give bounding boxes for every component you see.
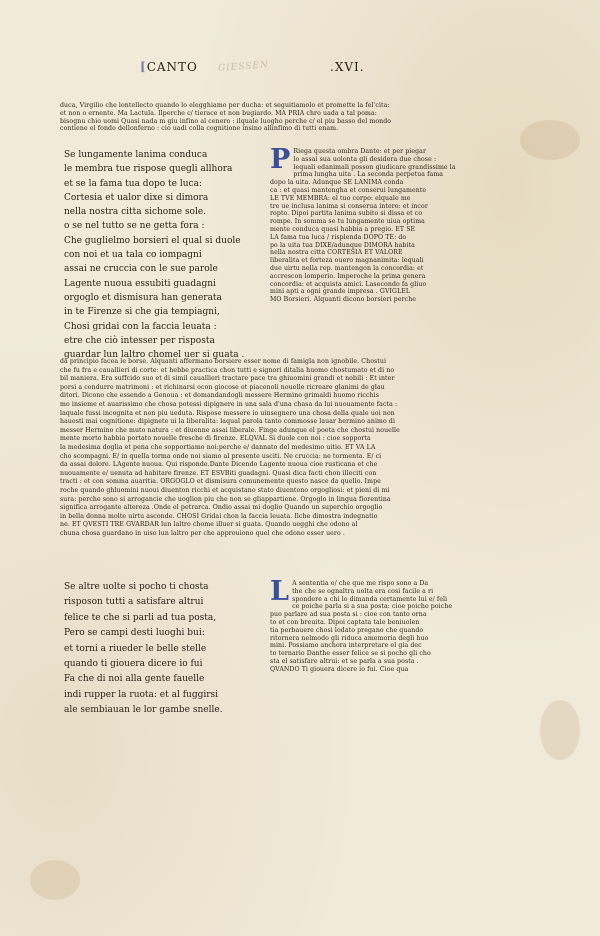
- commentary-line: po la uita tua DIXE/adunque DIMORA habita: [270, 241, 415, 249]
- verse-line: Lagente nuoua essubiti guadagni: [64, 278, 216, 289]
- library-stamp: GIESSEN: [217, 60, 270, 74]
- verse-line: etre che ciò intesser per risposta: [64, 335, 215, 346]
- commentary-line: la medesima doglia et pena che sopportiamo noi:perche e/ dannato del medesimo uitio. ET VA LA: [60, 443, 376, 451]
- commentary-line: ropto. Dipoi partita lanima subito si dissa et co: [270, 210, 423, 218]
- commentary-line: bisognu chio uomi Quasi nada m giu infino al cenero : ilquale luogho perche c/ el piu basso del mondo: [60, 117, 392, 125]
- canto-number: .XVI.: [330, 60, 365, 74]
- verse-line: Se altre uolte si pocho ti chosta: [64, 582, 209, 592]
- commentary-line: A sententia e/ che que me rispo sono a Da: [292, 580, 429, 587]
- commentary-line: the che se ognaltra uolta era cosi facile a ri: [292, 587, 434, 595]
- verse-line: Pero se campi desti luoghi bui:: [64, 628, 205, 639]
- verse-block-1: [64, 148, 274, 362]
- verse-line: assai ne cruccia con le sue parole: [64, 264, 218, 275]
- commentary-line: nuouamente e/ uenuta ad habitare firenze. ET ESVBiti guadagni. Quasi dica facti chon illeciti con: [60, 469, 377, 477]
- commentary-line: mini. Possiamo anchora interpretare el gia dec: [270, 642, 422, 650]
- commentary-line: significa arrogante altereza .Onde el petrarca. Ondio assai mi doglio Quando un superchio orgoglio: [60, 504, 383, 512]
- commentary-line: porsi a condurre matrimoni : et richinarsi ocon giocose et piacenoli nouelle ricreare glanimi de glau: [60, 383, 385, 391]
- commentary-line: mente morto habbia portato nouelle fresche di firenze. ELQVAL Si duole con noi : cioe sopporta: [60, 435, 371, 443]
- commentary-line: roche quando ghluomini nuoui diuenton ricchi et acquistano stato diuentono orgogliosi: et pieni di mi: [60, 486, 390, 494]
- initial-capital: P: [270, 148, 291, 175]
- commentary-line: mo insieme et auarissimo che chosa potessi dipignere in una sala d'una chasa da lui nuouamente facta :: [60, 400, 398, 408]
- canto-heading: [140, 60, 198, 74]
- commentary-line: QVANDO Ti giouera dicere io fui. Cioe qua: [270, 665, 409, 673]
- commentary-line: ca : et quasi mantengha et conserui lungamente: [270, 186, 427, 194]
- commentary-line: accrescon lomperio. Imperoche la prima genera: [270, 272, 426, 280]
- commentary-line: ce poiche parla si a sua posta: cioe poiche poiche: [292, 603, 453, 611]
- verse-line: Fa che di noi alla gente fauelle: [64, 674, 205, 685]
- commentary-line: in bella donna molte uirtu asconde. CHOSI Gridai chon la faccia leuata. Ilche dimostra indegnatio: [60, 512, 378, 520]
- commentary-line: duca, Virgilio che lontellecto quando lo elegghiamo per ducha: et seguitiamolo et promette la fel'cita:: [60, 102, 390, 109]
- commentary-line: puo parlare ad sua posta si : cioe con tanto orna: [270, 611, 427, 619]
- side-commentary-1: [270, 148, 532, 358]
- verse-line: le membra tue rispose quegli allhora: [64, 164, 233, 175]
- commentary-line: rompe. In somma se tu lungamente uiua optima: [270, 218, 425, 226]
- paper-stain: [30, 860, 80, 900]
- commentary-line: hauesti mai cognitione: dipignete ui la liberalita: laqual parola tanto commosse lauar hermino animo di: [60, 418, 396, 426]
- commentary-line: LE TVE MEMBRA: el tuo corpo: elquale me: [270, 194, 411, 202]
- commentary-line: messer Hermino che muto natura : et diuenne assai liberale. Finge adunque el poeta che chostui nouelle: [60, 426, 400, 434]
- full-width-commentary: [60, 358, 530, 538]
- side-commentary-2: [270, 580, 532, 690]
- verse-line: et torni a riueder le belle stelle: [64, 643, 207, 654]
- commentary-line: nella nostra citta CORTESIA ET VALORE: [270, 249, 403, 257]
- rubric-bracket: [: [140, 60, 147, 74]
- commentary-line: dopo la uita. Adunque SE LANIMA conda: [270, 179, 404, 187]
- commentary-line: liberalita et forteza ouero magnanimita: lequali: [270, 257, 424, 265]
- commentary-line: tracti : et con somma auaritia. ORGOGLO et dismisura comunemente questo nasce da quello. Impe: [60, 478, 381, 486]
- verse-line: o se nel tutto se ne getta fora :: [64, 221, 205, 232]
- commentary-line: laquale fussi incognita et non piu ueduta. Rispose messere io uinsegnero una chosa della quale uoi non: [60, 409, 395, 417]
- commentary-line: concordia: et acquista amici. Lasecondo fa gliuo: [270, 280, 427, 288]
- verse-line: con noi et ua tala co iompagni: [64, 250, 202, 261]
- commentary-line: due uirtu nella rep. mantengon la concordia: et: [270, 264, 424, 272]
- verse-line: Se lungamente lanima conduca: [64, 150, 208, 160]
- commentary-line: Riega questa ombra Dante: et per piegar: [293, 148, 427, 155]
- commentary-line: da principio facea le borse. Alquanti affermano borsiere esser nome di famigla non ignobile. Chostui: [60, 358, 387, 365]
- commentary-line: che fu fra e cauallieri di corte: et hebbe practica chon tutti e signori ditalia huomo chostumato et di no: [60, 366, 395, 374]
- commentary-line: contiene el fondo dellonferno : cio uadi colla cognitione insino allinfimo di tutti enam.: [60, 125, 339, 133]
- commentary-line: lo assai sua uolonta gli desidera due chose :: [293, 155, 437, 163]
- page-header: [140, 60, 480, 82]
- commentary-line: MO Borsieri. Alquanti dicono borsieri perche: [270, 296, 417, 304]
- verse-line: felice te che si parli ad tua posta,: [64, 612, 217, 623]
- commentary-line: spondere a chi lo dimanda certamente lui e/ feli: [292, 595, 448, 603]
- commentary-line: sta el satisfare altrui: et se parla a sua posta .: [270, 657, 419, 665]
- verse-line: Cortesia et ualor dixe si dimora: [64, 192, 209, 203]
- commentary-line: ne. ET QVESTI TRE GVARDAR lun laltro chome illuer si guata. Quando uegghi che odono al: [60, 521, 358, 529]
- canto-label: CANTO: [146, 60, 198, 74]
- commentary-line: ditori. Dicono che essendo a Genoua : et domandandogli messere Hermino grimaldi huomo ricchis: [60, 392, 379, 400]
- verse-line: quando ti giouera dicere io fui: [64, 659, 203, 670]
- verse-line: et se la fama tua dopo te luca:: [64, 178, 202, 189]
- verse-line: orgoglo et dismisura han generata: [64, 292, 222, 303]
- commentary-line: to ternario Danthe esser felice se si pocho gli cho: [270, 650, 431, 658]
- commentary-line: ritornera nelmodo gli riduca amemoria degli huo: [270, 634, 429, 642]
- verse-block-2: [64, 580, 264, 719]
- commentary-line: prima lungha uita . La seconda perpetua fama: [293, 171, 444, 179]
- commentary-line: et non o ernente. Ma Lactula. Ilperche c/ tierace et non bugiardo. MA PRIA chro uada a tal poma:: [60, 109, 377, 117]
- commentary-line: chuna chosa guardano in uiso lun laltro per che approuiono quel che odono esser uero .: [60, 529, 345, 537]
- commentary-line: bil maniera. Era suffcido suo et di simil cauallieri tractare pace tra ghiuomini grandi et nobili : Et inter: [60, 375, 395, 383]
- commentary-line: to et con breuita. Dipoi captata tale beniuolen: [270, 618, 420, 626]
- verse-line: nella nostra citta sichome sole.: [64, 207, 207, 218]
- commentary-line: cho scompagni. E/ in quella torma onde noi siamo al presente usciti. Ne cruccia: ne tormenta. E/ ci: [60, 452, 382, 460]
- commentary-line: sura: perche sono si arrogancie che uoglion piu che non se gliappartiene. Orgoglo in lingua fiorentina: [60, 495, 391, 503]
- commentary-line: mente conduca quasi habbia a pregio. ET SE: [270, 225, 416, 233]
- verse-line: in te Firenze si che gia tempiagni,: [64, 307, 220, 318]
- verse-line: indi rupper la ruota: et al fuggirsi: [64, 689, 219, 700]
- commentary-line: mini apti a ogni grande impresa . GVIGLEL: [270, 288, 411, 296]
- verse-line: Che guglielmo borsieri el qual si duole: [64, 235, 241, 246]
- commentary-line: tia perbauere chosi lodato pregano che quando: [270, 626, 424, 634]
- commentary-line: LA fama tua luca / risplenda DOPO TE: do: [270, 233, 407, 241]
- verse-line: risposon tutti a satisfare altrui: [64, 597, 204, 608]
- verse-line: Chosi gridai con la faccia leuata :: [64, 321, 217, 332]
- initial-capital: L: [270, 580, 290, 607]
- commentary-line: tre ue inclusa lanima si conserua intero: et incor: [270, 202, 428, 210]
- top-commentary: [60, 102, 530, 133]
- verse-line: guardar lun laltro chomel uer si guata .: [64, 350, 245, 361]
- commentary-line: lequali edanimali posson giudicare grandissime la: [293, 163, 456, 171]
- paper-stain: [540, 700, 580, 760]
- verse-line: ale sembiauan le lor gambe snelle.: [64, 705, 223, 716]
- commentary-line: da assai dolore. LAgente nuoua. Qui risponde.Dante Dicendo Lagente nuoua cioe rusticana et che: [60, 461, 378, 469]
